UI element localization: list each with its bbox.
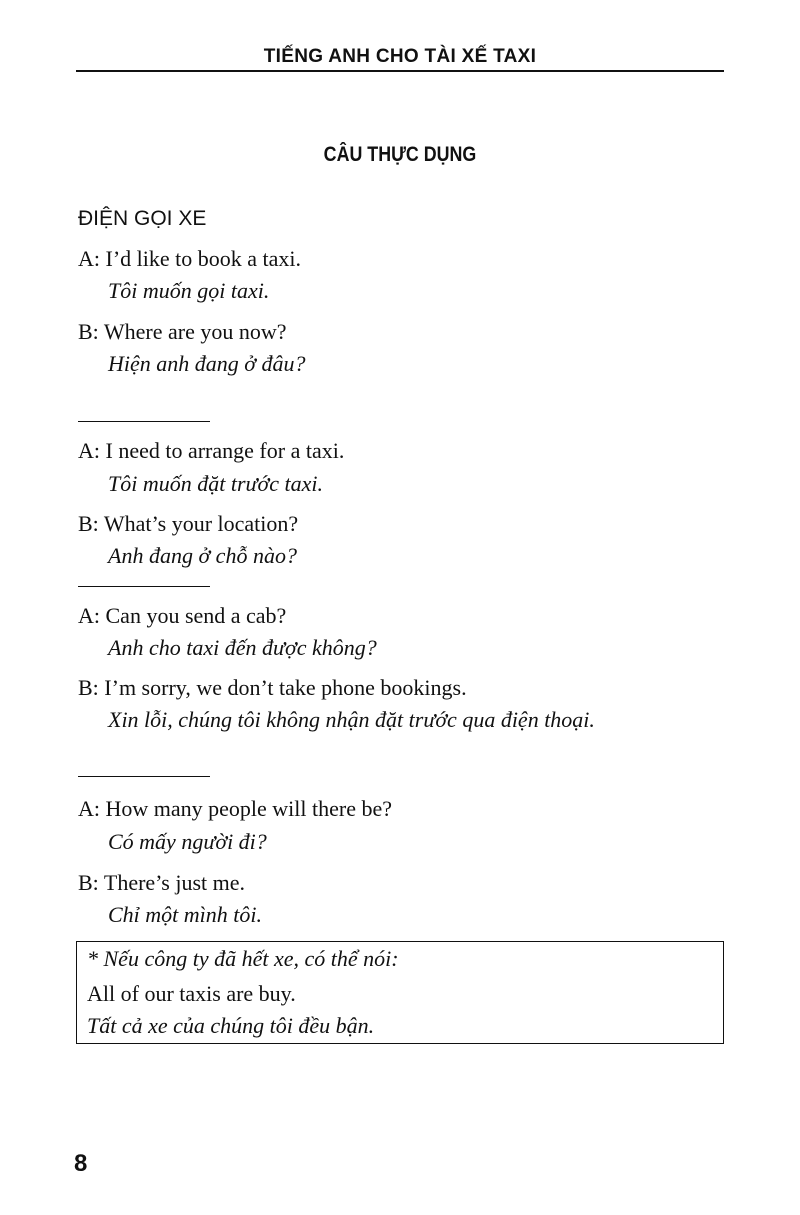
page-number: 8 (74, 1150, 88, 1177)
note-translation: Tất cả xe của chúng tôi đều bận. (87, 1013, 375, 1038)
dialogue-line-en: B: What’s your location? (78, 511, 299, 536)
header-rule (76, 70, 724, 72)
section-title: CÂU THỰC DỤNG (323, 143, 477, 166)
subheading: ĐIỆN GỌI XE (78, 207, 207, 230)
note-english: All of our taxis are buy. (87, 981, 296, 1006)
dialogue-line-vi: Xin lỗi, chúng tôi không nhận đặt trước qua điện thoại. (108, 707, 595, 732)
separator-line (78, 586, 210, 587)
dialogue-line-vi: Có mấy người đi? (108, 829, 267, 854)
note-box (76, 941, 724, 1044)
separator-line (78, 421, 210, 422)
dialogue-line-vi: Tôi muốn đặt trước taxi. (108, 471, 324, 496)
running-head: TIẾNG ANH CHO TÀI XẾ TAXI (263, 46, 537, 67)
dialogue-line-vi: Tôi muốn gọi taxi. (108, 278, 270, 303)
dialogue-line-en: A: I’d like to book a taxi. (78, 246, 302, 271)
dialogue-line-en: B: I’m sorry, we don’t take phone bookings. (78, 675, 467, 700)
dialogue-line-en: B: There’s just me. (78, 870, 246, 895)
dialogue-line-vi: Anh đang ở chỗ nào? (108, 543, 297, 568)
dialogue-line-vi: Chỉ một mình tôi. (108, 902, 263, 927)
separator-line (78, 776, 210, 777)
dialogue-line-en: B: Where are you now? (78, 319, 287, 344)
note-intro: * Nếu công ty đã hết xe, có thể nói: (87, 946, 399, 971)
dialogue-line-en: A: I need to arrange for a taxi. (78, 438, 345, 463)
dialogue-line-en: A: Can you send a cab? (78, 603, 287, 628)
dialogue-line-vi: Hiện anh đang ở đâu? (108, 351, 306, 376)
dialogue-line-en: A: How many people will there be? (78, 796, 393, 821)
dialogue-line-vi: Anh cho taxi đến được không? (108, 635, 377, 660)
